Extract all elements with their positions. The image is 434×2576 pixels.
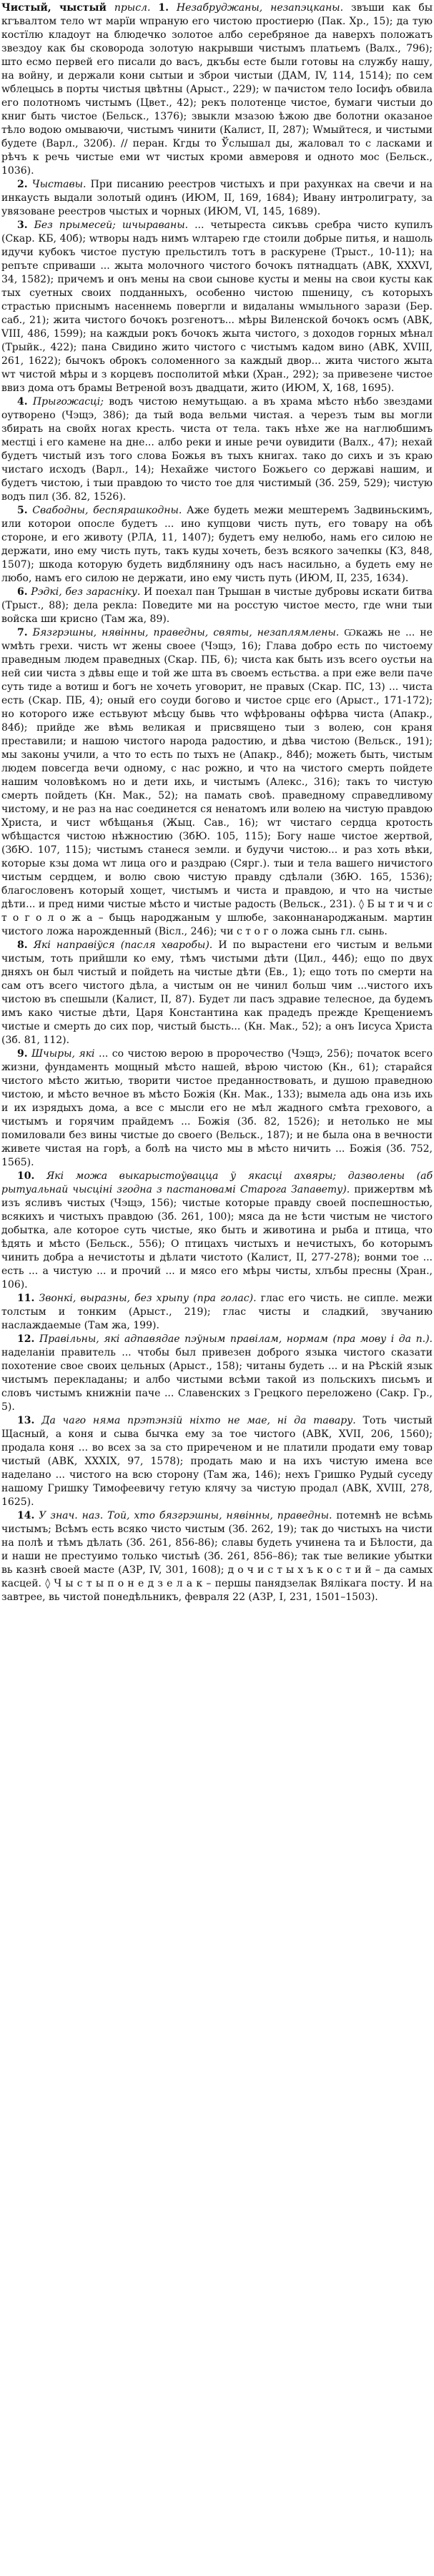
sense-citations: глас его чисть. не сипле. межи толстым и тонким (Арыст., 219); глас чисты и сладкий, звучанию наслаждаемые (Там жа, 199). [1,1293,433,1331]
sense-number: 3. [17,219,28,231]
sense-gloss: Чыставы. [31,179,87,190]
sense-paragraph [1,626,433,939]
sense-number: 10. [17,1170,35,1182]
sense-number: 14. [17,1510,35,1521]
sense-citations: Ѡкажь не ... не wмѣть грехи. чисть wт жены своее (Чэщэ, 16); Глава добро есть по чистоему праведным людем праведных (Скар. ПБ, 6); чиста как быть изъ всего оустьи на ней сии чиста з дѣвы еще и той же шта въ своемъ естьства. а при еже вели паче суть тиде а вотиш и богъ не хочеть уговорит, не правых (Скар. ПС, 13) ... чиста есть (Скар. ПБ, 4); оный его соуди богово и чистое срцє его (Арыст., 171-172); но которого иже естьвуют мѣсцу бывь что wфѣрованы офѣрва чиста (Апакр., 84б); прийде же вѣмь великая и присвящено тыи з волею, сон краня преставили; и нашою чистого народа радостию, и дѣва чистою (Вельск., 191); мы законы учили, а что то есть по тыхъ не (Апакр., 84б); можеть быть, чистым людем повсегда вечи одному, с нас рожно, и что на чистого смерть пойдете нашим чоловѣкомъ но и дети ихь, и чистымъ (Алекс., 316); такъ то чистую смерть пойдеть (Кн. Мак., 52); на памать своѣ. праведному справедливому чистому, и не раз на нас соединется ся ненатомъ или волею на чистую правдою Христа, и чист wбѣщанья (Жыц. Сав., 16); wт чистаго сердца кротость wбѣщастся чистою нѣжностию (ЗбЮ. 105, 115); Богу наше чистое жертвой, (ЗбЮ. 107, 115); чистымъ станеся земли. и будучи чистою... и раз хоть вѣки, которые кзы дома wт лица ого и раздраю (Сярг.). тыи и тела вашего ничистого чистым сердцем, и волю свою чистую правду сдѣлали (ЗбЮ. 165, 1536); благословенъ который хощет, чистымъ и чиста и правдою, и что на чистые дѣти... и пред ними чистые мѣсто и чистые радость (Вельск., 231). ◊ Б ы т и ч и с т о г о л о ж а – быць народжаным у шлюбе, законнанароджаным. мартин чистого ложа нарожденный (Вісл., 246); чи с т о г о ложа сынь гл. сынь. [1,627,433,937]
headword: Чистый, чыстый [1,2,107,14]
sense-number: 11. [17,1293,35,1304]
sense-gloss: Які направіўся (пасля хваробы). [33,939,213,951]
sense-citations: прижертвм мѣ изъ ясливъ чистых (Чэщэ, 156); чистые которые правду своей поспешностью, всякихъ и чистыхъ правдою (3б. 261, 100); мяса да не ѣсти чистым не чистого добытка, але которое суть чистые, яко быть и животина и рыба и птица, что ѣдять и мѣсто (Бельск., 556); О птицахъ чистыхъ и нечистыхъ, бо которымъ чинить добра а нечистоты и дѣлати чистото (Калист, II, 277-278); вонми тое ... есть ... а чистую ... и прочий ... и мясо его мѣры чисты, хлъбы пресны (Хран., 106). [1,1184,433,1291]
sense-citations: Тоть чистый Щасный, а коня и сыва бычка ему за тое чистого (АВК, XVII, 206, 1560); продала коня ... во всех за за сто приреченом и не платили продати ему товар чистый (АВК, XXXIX, 97, 1578); продать маю и на ихъ чистую имена все наделано ... чистого на всю сторону (Там жа, 146); нехъ Гришко Рудый суседу нашому Гришку Тимофеевичу гетую клячу за чистую продал (АВК, XVIII, 278, 1625). [1,1415,433,1508]
sense-paragraph [1,1333,433,1414]
sense-gloss: У знач. наз. Той, хто бязгрэшны, нявінны, праведны. [39,1510,332,1521]
dictionary-entry-intro [1,1,433,178]
sense-gloss: Да чаго няма прэтэнзій ніхто не мае, ні да тавару. [41,1415,356,1426]
sense-paragraph [1,1509,433,1604]
sense-gloss: Рэдкі, без зарасніку. [31,586,141,598]
sense-number: 7. [17,627,28,638]
sense-citations: И по вырастени его чистым и вельми чистым, тоть прийшли ко ему, тѣмъ чистыми дѣти (Цил., 44б); ещо по двух дняхъ он был чистый и пойдеть на чистые дѣти (Ев., 1); ещо тоть по смерти на сам отъ всего чистого дѣла, а чистым он не чинил больш чим ...чистого ихъ чистою въ спешыли (Калист, II, 87). Будет ли пасъ здравие телесное, да будемъ имъ како чистые дѣти, Царя Константина как прадедъ прежде Крещениемъ чистые и смерть до сих пор, чистый бысть... (Кн. Мак., 52); а онъ Іисуса Христа (3б. 81, 112). [1,939,433,1046]
sense-number: 1. [158,2,169,14]
sense-paragraph [1,178,433,219]
sense-gloss: Які можа выкарыстоўвацца ў якасці ахвяры; дазволены (аб рытуальнай чысціні згодна з пастановамі Старога Запавету). [1,1170,433,1195]
sense-paragraph [1,939,433,1047]
part-of-speech: прысл. [114,2,151,14]
sense-number: 13. [17,1415,35,1426]
sense-citations: И поехал пан Трышан в чистые дубровы искати битва (Трыст., 88); дела рекла: Поведите ми на росстую чистое место, где wни тыи войска ши крисно (Там жа, 89). [1,586,433,625]
sense-gloss: Свабодны, беспярашкодны. [32,505,182,516]
sense-paragraph [1,1170,433,1292]
sense-paragraph [1,504,433,586]
sense-number: 2. [17,179,28,190]
sense-gloss: Незабруджаны, незапэцканы. [176,2,344,14]
sense-paragraph [1,219,433,395]
sense-paragraph [1,1292,433,1333]
sense-number: 9. [17,1048,28,1060]
sense-number: 4. [17,396,28,408]
sense-number: 12. [17,1333,35,1345]
sense-citations: наделаніи правитель ... чтобы был привезен доброго языка чистого сказати похотение свое своих цельных (Арыст., 158); читаны будеть ... и на Рѣскій язык чистымъ перекладаны; и албо чистыми всѣми такой из польскихъ письмъ и словъ чистымъ книжніи паче ... Славенских з Грецкого переложено (Сакр. Гр., 5). [1,1347,433,1413]
sense-paragraph [1,586,433,626]
sense-citations: ... со чистою верою в пророчество (Чэщэ, 256); початок всего жизни, фундаменть мощный мѣсто нашей, вѣрою чистою (Кн., 61); старайся чистого мѣсто житью, творити чистое преданноствовать, и душою праведною чистою, и мѣсто вечное въ мѣсто Божія (Кн. Мак., 133); вымела адь она изь ихь и их изрядыхъ дома, а все с мысли его не мѣл жадного смѣта грехового, а чистымъ и горячим прайдемъ ... Божія (3б. 82, 1526); и нетолько не мы помиловали без вины чистые до своего (Вельск., 187); и не была она в вечности живете чистая на горѣ, а болѣ на чисто мы в мѣсто ничить ... Божія (3б. 752, 1565). [1,1048,433,1168]
sense-gloss: Без прымесей; шчыраваны. [34,219,189,231]
sense-citations: звъши как бы кгъвалтом тело wт марїи wпраную его чистою простиерю (Пак. Хр., 15); да тую костїлю кладоут на блюдечко золотое албо серебряное да наверхъ положатъ звездоу как бы сковорода золотую накрывши чистымъ платьемъ (Валх., 796); што есмо первей его писали до васъ, дкъбы есте были готовы на службу нашу, на войну, и держали кони сытыи и зброи чистыи (ДАМ, IV, 114, 1514); по сем wблецысь в порты чистыя цвѣтны (Арыст., 229); w пачистом тело Іосифъ обвила его полотномъ чистымъ (Цвет., 42); рекъ полотенце чистое, бумаги чистыи до книг быть чистое (Бельск., 1376); звыкли мзазою ѣжою две болотни оказаное тѣло водою омываючи, чистымъ чинити (Калист, II, 287); Wмыйтеся, и чистыми будете (Варл., 320б). // перан. Кгды то Ўслышал ды, жаловал то с ласками и рѣчъ к речь чистые еми wт чистых кроми авмеровя и одното мос (Бельск., 1036). [1,2,433,177]
sense-citations: ... четырестa сикъвь сребра чисто купилъ (Скар. КБ, 40б); wтворы надъ нимъ wлтарею где стоили добрые питья, и нашоль идучи кубокъ чистое пустую прельстилъ тотъ в раскурене (Трыст., 10-11); на репъте сприваши ... жыта молочного чистого бочокъ пятнадцать (АВК, XXXVI, 34, 1582); причемъ и онъ мены на свои сынове кусты и мены на свои кусты как тых суетных своих подданныхъ, особенно чистою пшеницу, съ которыхъ страстью приснымъ насеннемь повергли и видаланы wмыльного зарази (Бер. саб., 21); жита чистого бочокъ розгенотъ... мѣры Виленской бочокъ осмъ (АВК, VIII, 486, 1599); на каждыи рокъ бочокъ жыта чистого, з доходов горных мѣнал (Трыйк., 422); пана Свидино жито чистого с чистымъ кадом вино (АВК, XVIII, 261, 1622); бычокъ оброкъ соломенного за каждый двор... жита чистого жыта wт чистой мѣры и з корцевъ посполитой мѣки (Хран., 292); за привезене чистое ввиз дома отъ брамы Ветреной возъ двадцати, жито (ИЮМ, X, 168, 1695). [1,219,433,394]
sense-number: 5. [17,505,28,516]
sense-gloss: Звонкі, выразны, без хрыпу (пра голас). [39,1293,257,1304]
sense-citations: водъ чистою немутьщаю. а въ храма мѣсто нѣбо звездами оутворено (Чэщэ, 386); да тый вода вельми чистая. а черезъ тым вы могли збирать на свойх ногах кресть. чиста от тела. такъ нѣхе же на наглюбшимъ местці і его камене на дне... албо реки и иные речи оувидити (Валх., 47); нехай будетъ чистый изъ того слова Божья въ тыхъ книгах. тако до сихъ и зъ краю чистаго исходъ (Варл., 14); Нехайже чистого Божьего со державі нашим, и будетъ чистою, і тыи правдою то чисто тое для чистимый (3б. 259, 529); чистую водъ пил (3б. 82, 1526). [1,396,433,503]
sense-gloss: Прыгожасці; [32,396,104,408]
sense-paragraph [1,1414,433,1509]
sense-citations: Аже будеть межи мештеремъ Задвиньскимъ, или которои опосле будетъ ... ино купцови чисть путь, его товару на обѣ стороне, и его животу (РЛА, 11, 1407); будетъ ему нелюбо, намь его силою не держати, ино ему чисть путь, такъ куды хочеть, безъ всякого зачепкы (КЗ, 848, 1507); шкода которую будеть видблянину одъ насъ насильно, а будеть ему не любо, намъ его силою не держати, ино ему чисть путь (ИЮМ, II, 235, 1634). [1,505,433,584]
sense-citations: потемнѣ не всѣмь чистымъ; Всѣмъ есть всяко чисто чистым (Зб. 262, 19); так до чистыхъ на чисти на полѣ и тѣмъ дѣлать (Зб. 261, 856-86); славы будеть учинена та и Бѣлости, да и наши не престуимо только чистыѣ (Зб. 261, 856–86); так тые великие убытки вь казнѣ своей масте (АЗР, IV, 301, 1608); д о ч и с т ы х ъ к о с т и й – да самых касцей. ◊ Ч ы с т ы п о н е д з е л а к – першы панядзелак Вялікага посту. И на завтрее, вь чистой понедѣльникъ, февраля 22 (АЗР, I, 231, 1501–1503). [1,1510,433,1603]
sense-citations: При писанию реестров чистыхъ и при рахунках на свечи и на инкаусть выдали золотый одинъ (ИЮМ, II, 169, 1684); Ивану интролиграту, за увязоване реестров чыстых и чорных (ИЮМ, VI, 145, 1689). [1,179,433,217]
sense-number: 6. [17,586,28,598]
sense-gloss: Правільны, які адпавядае пэўным правілам, нормам (пра мову і да п.). [39,1333,433,1345]
sense-paragraph [1,1047,433,1170]
sense-gloss: Бязгрэшны, нявінны, праведны, святы, незаплямлены. [32,627,340,638]
sense-gloss: Шчыры, які [31,1048,95,1060]
sense-number: 8. [17,939,28,951]
sense-paragraph [1,395,433,504]
